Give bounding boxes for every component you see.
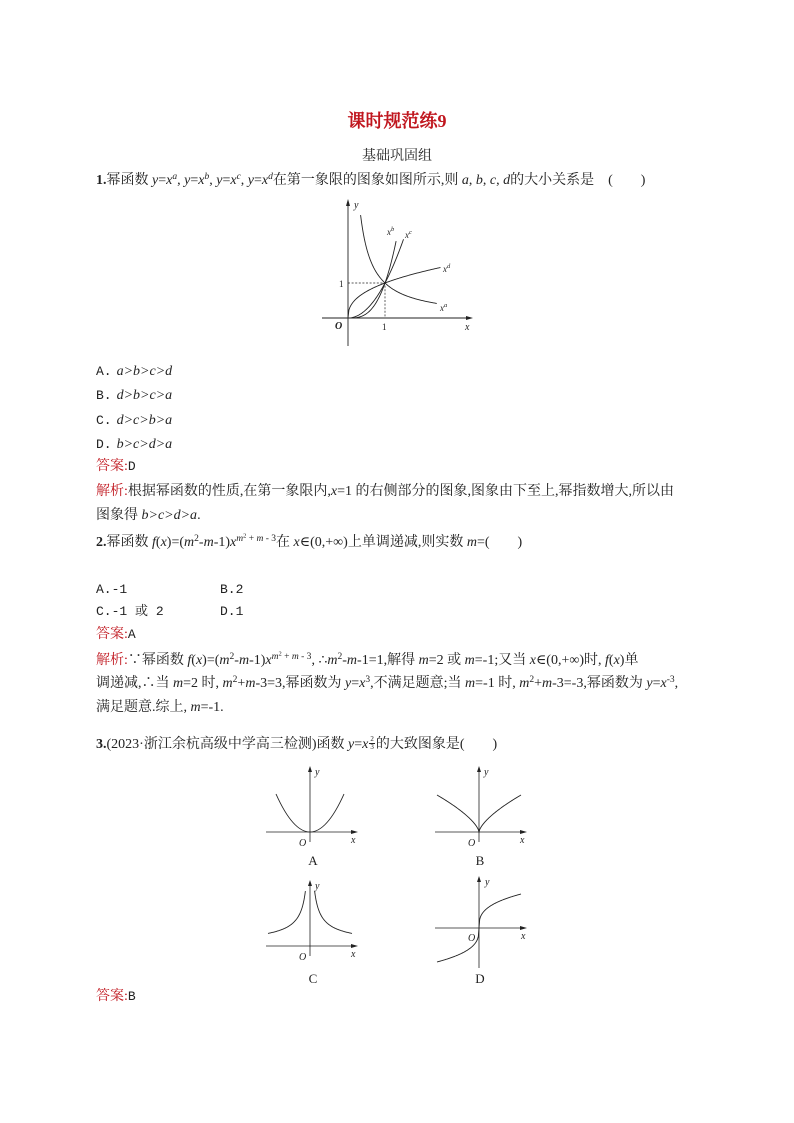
text-segment: m <box>271 651 279 662</box>
text-segment: m <box>465 676 476 691</box>
text-segment: 在 <box>276 535 294 550</box>
text-segment: 2 <box>278 650 282 658</box>
curve-label-exponent: b <box>391 226 395 233</box>
text-segment: ( <box>155 535 161 550</box>
text-segment: x <box>529 653 536 668</box>
text-segment: m <box>245 676 256 691</box>
text-segment: x <box>293 535 300 550</box>
text-segment: =-1;又当 <box>474 653 530 668</box>
y-axis-label: y <box>484 767 489 778</box>
curve-label-base: x <box>405 230 409 240</box>
y-axis-arrow <box>477 766 481 772</box>
curve-x-b <box>348 241 396 318</box>
text-segment: m <box>219 653 230 668</box>
origin-label: O <box>468 838 476 849</box>
text-segment: . <box>197 508 201 523</box>
text-segment: m <box>203 535 214 550</box>
text-segment: m <box>184 535 195 550</box>
text-segment: 的大小关系是 ( ) <box>510 173 646 188</box>
text-segment: y <box>247 173 255 188</box>
curve-option-c-left <box>268 891 305 933</box>
text-segment <box>369 736 375 751</box>
text-segment: -3=-3,幂函数为 <box>552 676 647 691</box>
text-segment: b <box>204 171 210 182</box>
text-segment: 满足题意.综上, <box>96 700 191 715</box>
text-segment: x <box>230 173 237 188</box>
text-segment: )=( <box>166 535 185 550</box>
option-a-graph <box>262 762 362 854</box>
text-segment: 解析: <box>96 484 128 499</box>
text-segment: =1 的右侧部分的图象,图象由下至上,幂指数增大,所以由 <box>337 484 675 499</box>
option-label: A. <box>96 364 112 379</box>
text-segment: , <box>496 173 504 188</box>
text-segment: d <box>503 173 511 188</box>
text-segment: x <box>160 535 167 550</box>
q1-option-d <box>96 436 172 454</box>
text-segment: y <box>216 173 223 188</box>
x-axis-label: x <box>465 322 470 333</box>
text-segment: + <box>534 676 542 691</box>
curve-label-exponent: a <box>444 302 448 309</box>
text-segment: 解析: <box>96 653 128 668</box>
text-segment: m <box>222 676 233 691</box>
option-label: A. <box>96 582 112 597</box>
text-segment: = <box>222 173 231 188</box>
text-segment: m <box>256 533 264 544</box>
text-segment: , <box>209 173 217 188</box>
option-text: 2 <box>235 582 244 597</box>
text-segment: b>c>d>a <box>141 508 198 523</box>
text-segment: = <box>254 173 262 188</box>
y-axis-arrow <box>477 876 481 882</box>
q2-option-c <box>96 603 164 621</box>
text-segment: x <box>660 676 667 691</box>
text-segment: y <box>152 173 159 188</box>
text-segment: f <box>152 535 156 550</box>
option-text: -1 <box>111 582 128 597</box>
fraction-numerator: 2 <box>370 735 374 743</box>
text-segment: = <box>351 676 360 691</box>
text-segment: 调递减,∴当 <box>96 676 173 691</box>
question-2-stem <box>96 534 522 552</box>
text-segment: m <box>519 676 530 691</box>
text-segment: y <box>345 676 352 691</box>
text-segment: a <box>461 173 469 188</box>
curve-label-x-a <box>439 302 447 313</box>
text-segment: m <box>173 676 184 691</box>
text-segment: 图象得 <box>96 508 142 523</box>
text-segment: ( <box>191 653 196 668</box>
text-segment: + <box>246 533 257 544</box>
text-segment: 2. <box>96 535 107 550</box>
text-segment: ∈(0,+∞)时, <box>535 653 606 668</box>
origin-label: O <box>468 933 476 944</box>
origin-label: O <box>299 952 307 963</box>
x-axis-arrow <box>520 926 527 930</box>
option-d-graph <box>430 872 530 970</box>
text-segment: m <box>346 653 358 668</box>
curve-x-c <box>348 239 404 318</box>
answer-label: 答案: <box>96 989 128 1004</box>
option-a-caption: A <box>308 853 318 868</box>
curve-label-exponent: d <box>447 263 451 270</box>
text-segment: x <box>195 653 203 668</box>
text-segment: - <box>342 653 347 668</box>
text-segment: -3=3,幂函数为 <box>255 676 346 691</box>
q2-option-a <box>96 581 127 599</box>
option-d-caption: D <box>475 971 485 986</box>
text-segment: m <box>327 653 338 668</box>
text-segment: -1=1,解得 <box>357 653 419 668</box>
question-1-stem <box>96 172 645 190</box>
text-segment: x <box>261 173 269 188</box>
fraction-denominator: 3 <box>370 743 374 751</box>
text-segment: - 3 <box>298 651 312 662</box>
text-segment: ∵幂函数 <box>127 653 188 668</box>
option-text: b>c>d>a <box>116 437 173 452</box>
option-b-graph <box>430 762 530 854</box>
x-axis-arrow <box>351 830 358 834</box>
text-segment: -1) <box>249 653 266 668</box>
q2-analysis-line-2 <box>96 675 678 693</box>
text-segment: ( <box>608 653 614 668</box>
text-segment: -1) <box>213 535 231 550</box>
text-segment: m <box>236 533 244 544</box>
x-axis-arrow <box>466 316 473 320</box>
text-segment: x <box>362 737 369 752</box>
text-segment: 2 <box>529 674 535 685</box>
text-segment: 幂函数 <box>106 535 152 550</box>
text-segment: 2 <box>243 532 247 540</box>
text-segment: + <box>237 676 246 691</box>
origin-label: O <box>299 838 307 849</box>
x-axis-arrow <box>351 944 358 948</box>
text-segment: )单 <box>619 653 639 668</box>
option-label: D. <box>96 437 112 452</box>
text-segment: c <box>489 173 497 188</box>
tick-label-y-1: 1 <box>339 279 344 289</box>
text-segment: =2 或 <box>428 653 465 668</box>
text-segment: = <box>354 737 363 752</box>
text-segment: m <box>542 676 553 691</box>
text-segment: 3 <box>365 674 371 685</box>
text-segment: (2023·浙江余杭高级中学高三检测)函数 <box>106 737 348 752</box>
q1-answer <box>96 458 136 476</box>
text-segment: m <box>418 653 429 668</box>
text-segment: 2 <box>337 651 343 662</box>
text-segment: x <box>613 653 620 668</box>
q2-analysis-line-1 <box>96 652 638 670</box>
text-segment: x <box>166 173 173 188</box>
text-segment: 1. <box>96 173 107 188</box>
y-axis-arrow <box>308 766 312 772</box>
answer-label: 答案: <box>96 459 128 474</box>
text-segment: y <box>348 737 355 752</box>
text-segment: , <box>240 173 248 188</box>
option-label: B. <box>220 582 236 597</box>
text-segment: f <box>187 653 192 668</box>
y-axis-label: y <box>315 767 320 778</box>
text-segment: f <box>605 653 609 668</box>
text-segment: x <box>330 484 338 499</box>
text-segment: =-1. <box>200 700 224 715</box>
option-c-caption: C <box>308 971 318 986</box>
answer-value: B <box>127 989 136 1004</box>
answer-value: D <box>127 459 136 474</box>
option-text: -1 或 2 <box>111 604 164 619</box>
text-segment: = <box>158 173 167 188</box>
x-axis-arrow <box>520 830 527 834</box>
text-segment: ,不满足题意;当 <box>370 676 466 691</box>
text-segment: , ∴ <box>311 653 328 668</box>
page-title: 课时规范练9 <box>347 111 447 131</box>
text-segment: a <box>172 171 178 182</box>
q1-analysis-line-1 <box>96 483 674 501</box>
q1-analysis-line-2 <box>96 507 201 525</box>
q2-option-d <box>220 603 243 621</box>
text-segment: )=( <box>202 653 220 668</box>
text-segment: 在第一象限的图象如图所示,则 <box>272 173 462 188</box>
text-segment: x <box>198 173 205 188</box>
question-3-stem <box>96 736 497 754</box>
text-segment: 根据幂函数的性质,在第一象限内, <box>127 484 331 499</box>
option-label: C. <box>96 604 112 619</box>
text-segment: y <box>646 676 653 691</box>
text-segment: x <box>265 653 272 668</box>
text-segment: = <box>652 676 661 691</box>
text-segment: - <box>198 535 204 550</box>
text-segment: b <box>475 173 483 188</box>
text-segment: , <box>482 173 490 188</box>
q3-answer <box>96 988 136 1006</box>
answer-value: A <box>127 627 136 642</box>
text-segment: - <box>234 653 239 668</box>
text-segment: ∈(0,+∞)上单调递减,则实数 <box>299 535 467 550</box>
text-segment: = <box>190 173 199 188</box>
x-axis-label: x <box>521 931 526 942</box>
option-text: 1 <box>235 604 244 619</box>
curve-label-x-c <box>404 229 412 240</box>
text-segment <box>236 534 276 544</box>
q2-answer <box>96 626 136 644</box>
tick-label-x-1: 1 <box>382 322 387 332</box>
q1-option-c <box>96 412 172 430</box>
x-axis-label: x <box>520 835 525 846</box>
q1-option-a <box>96 363 172 381</box>
section-heading: 基础巩固组 <box>362 149 432 164</box>
text-segment: -3 <box>666 674 675 685</box>
text-segment: c <box>236 171 241 182</box>
q2-analysis-line-3 <box>96 699 224 717</box>
option-c-graph <box>262 876 362 968</box>
text-segment: =( ) <box>476 535 523 550</box>
option-text: d>b>c>a <box>116 388 173 403</box>
y-axis-arrow <box>308 880 312 886</box>
text-segment: m <box>190 700 201 715</box>
text-segment: - 3 <box>263 533 277 544</box>
option-label: C. <box>96 413 112 428</box>
curve-option-c-right <box>315 891 352 933</box>
curve-label-exponent: c <box>409 229 412 236</box>
y-axis-arrow <box>346 199 350 206</box>
option-text: a>b>c>d <box>116 364 173 379</box>
power-functions-figure <box>316 196 480 352</box>
text-segment: , <box>674 676 679 691</box>
curve-label-base: x <box>443 264 447 274</box>
curve-label-x-b <box>386 226 395 237</box>
text-segment: 2 <box>232 674 238 685</box>
origin-label: O <box>335 321 343 332</box>
text-segment: + <box>281 651 292 662</box>
curve-label-base: x <box>387 227 391 237</box>
text-segment: y <box>184 173 191 188</box>
text-segment: 的大致图象是( ) <box>375 737 498 752</box>
text-segment: x <box>230 535 237 550</box>
text-segment: , <box>468 173 476 188</box>
text-segment: 3. <box>96 737 107 752</box>
text-segment: m <box>291 651 299 662</box>
option-label: B. <box>96 388 112 403</box>
y-axis-label: y <box>354 200 359 211</box>
q2-option-b <box>220 581 243 599</box>
option-b-caption: B <box>475 853 485 868</box>
text-segment: =-1 时, <box>475 676 520 691</box>
curve-x-d <box>348 268 441 318</box>
option-label: D. <box>220 604 236 619</box>
x-axis-label: x <box>351 949 356 960</box>
option-text: d>c>b>a <box>116 413 173 428</box>
text-segment: 2 <box>194 533 199 544</box>
y-axis-label: y <box>485 877 490 888</box>
text-segment: 幂函数 <box>106 173 152 188</box>
text-segment: m <box>466 535 477 550</box>
answer-label: 答案: <box>96 627 128 642</box>
text-segment: =2 时, <box>183 676 223 691</box>
text-segment: 2 <box>229 651 235 662</box>
text-segment: x <box>359 676 366 691</box>
text-segment: m <box>464 653 475 668</box>
text-segment <box>272 652 312 662</box>
text-segment: , <box>177 173 185 188</box>
curve-label-x-d <box>442 263 451 274</box>
y-axis-label: y <box>315 881 320 892</box>
q1-option-b <box>96 387 172 405</box>
text-segment: m <box>238 653 250 668</box>
dashed-guide <box>348 283 385 318</box>
curve-label-base: x <box>440 303 444 313</box>
curve-x-a <box>361 215 437 303</box>
text-segment: d <box>268 171 273 182</box>
x-axis-label: x <box>351 835 356 846</box>
